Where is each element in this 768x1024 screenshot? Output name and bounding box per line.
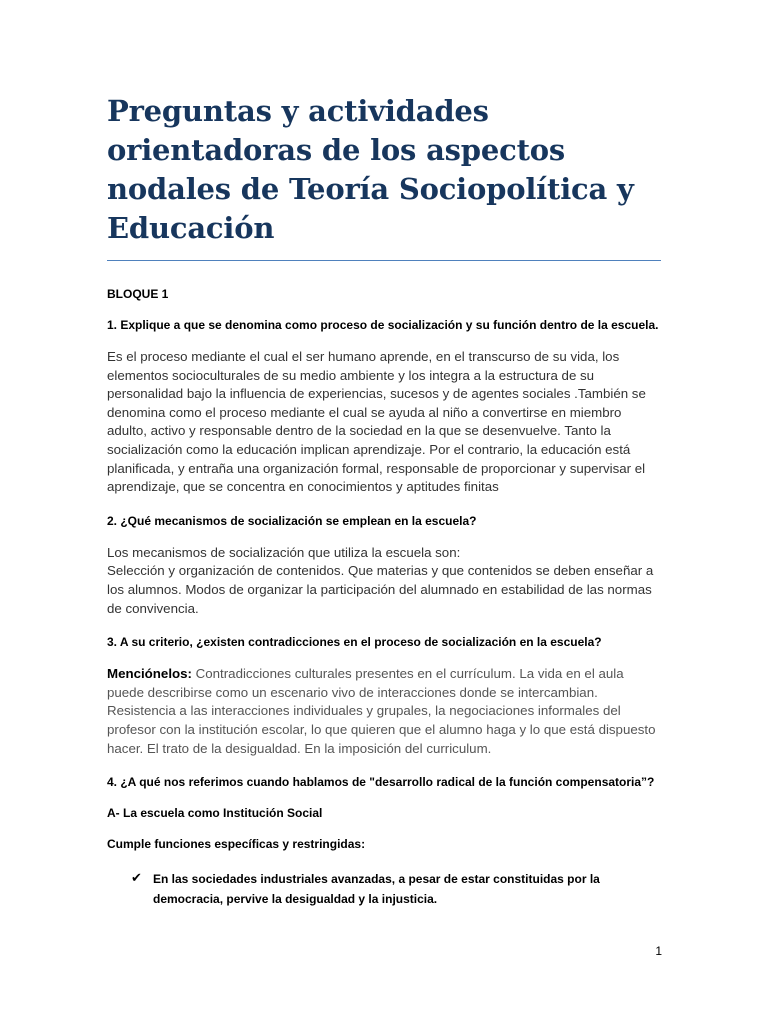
document-page [107,92,661,909]
answer-3-lead: Menciónelos: [107,666,192,682]
question-2: 2. ¿Qué mecanismos de socialización se emplean en la escuela? [107,513,477,528]
question-1: 1. Explique a que se denomina como proceso de socialización y su función dentro de la escuela. [107,318,659,332]
answer-1: Es el proceso mediante el cual el ser humano aprende, en el transcurso de su vida, los elementos socioculturales de su medio ambiente y los integra a la estructura de su personalidad bajo la influencia de experiencias, sucesos y de agentes sociales .También se denomina como el proceso mediante el cual se ayuda al niño a convertirse en miembro adulto, activo y responsable dentro de la sociedad en la que se desenvuelve. Tanto la socialización como la educación implican aprendizaje. Por el contrario, la educación está planificada, y entraña una organización formal, responsable de proporcionar y supervisar el aprendizaje, que se concentra en conocimientos y aptitudes finitas [107,349,646,495]
block-label: BLOQUE 1 [107,287,169,301]
title-divider [107,260,661,261]
answer-2 [107,544,661,618]
answer-3-text: Contradicciones culturales presentes en el currículum. La vida en el aula puede describirse como un escenario vivo de interacciones donde se intercambian. Resistencia a las interacciones individuales y grupales, la negociaciones informales del profesor con la institución escolar, lo que quieren que el alumno haga y lo que está dispuesto hacer. El trato de la desigualdad. En la imposición del curriculum. [107,666,656,756]
bullet-item [131,869,661,909]
answer-2-body: Selección y organización de contenidos. Que materias y que contenidos se deben enseñar a los alumnos. Modos de organizar la participación del alumnado en estabilidad de las normas de convivencia. [107,563,654,616]
answer-3 [107,665,661,758]
answer-2-intro: Los mecanismos de socialización que utiliza la escuela son: [107,544,461,560]
document-title: Preguntas y actividades orientadoras de los aspectos nodales de Teoría Sociopolítica y Educación [107,94,634,245]
section-a-subheading: Cumple funciones específicas y restringidas: [107,837,366,852]
question-3: 3. A su criterio, ¿existen contradicciones en el proceso de socialización en la escuela? [107,635,602,650]
section-a-heading: A- La escuela como Institución Social [107,806,323,821]
page-number: 1 [655,944,662,958]
checkmark-icon: ✔ [131,871,142,887]
bullet-text: En las sociedades industriales avanzadas, a pesar de estar constituidas por la democracia, pervive la desigualdad y la injusticia. [153,872,600,907]
question-4: 4. ¿A qué nos referimos cuando hablamos de "desarrollo radical de la función compensatoria”? [107,775,655,790]
